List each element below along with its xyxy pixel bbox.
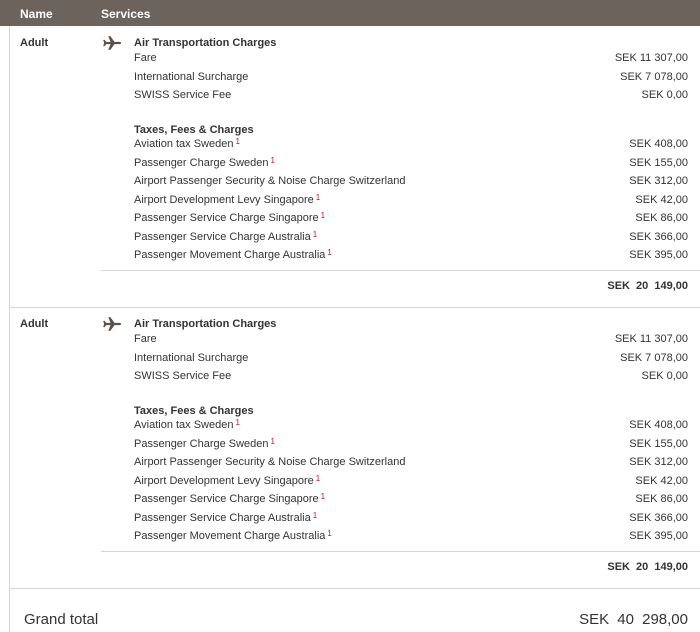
charge-amount: SEK 0,00 [641,89,688,102]
tax-amount: SEK 155,00 [629,156,688,169]
passenger-type: Adult [20,318,49,330]
tax-row [134,194,688,212]
tax-row [134,157,688,175]
tax-label: Passenger Service Charge Singapore [134,212,319,224]
tax-label: Aviation tax Sweden [134,138,234,150]
charge-row [134,89,688,107]
tax-row [134,438,688,456]
grand-total-label: Grand total [24,611,99,628]
footnote-marker[interactable]: 1 [327,248,332,257]
charge-amount: SEK 7 078,00 [620,70,688,83]
tax-amount: SEK 312,00 [629,456,688,468]
footnote-marker[interactable]: 1 [315,192,321,202]
tax-amount: SEK 312,00 [629,175,688,187]
tax-label: Passenger Charge Sweden [134,156,269,169]
tax-amount: SEK 42,00 [635,474,688,487]
footnote-marker[interactable]: 1 [235,137,240,146]
footnote-marker[interactable]: 1 [312,510,318,520]
taxes-fees-title: Taxes, Fees & Charges [134,405,254,417]
charge-amount: SEK 0,00 [641,370,688,383]
transport-charges-title: Air Transportation Charges [134,318,277,330]
footnote-marker[interactable]: 1 [320,211,326,220]
footnote-marker[interactable]: 1 [270,436,275,446]
tax-label: Passenger Charge Sweden [134,437,269,450]
tax-amount: SEK 42,00 [635,193,688,206]
airplane-icon [102,316,122,332]
footnote-marker[interactable]: 1 [320,492,326,501]
tax-amount: SEK 408,00 [629,138,688,150]
footnote-marker[interactable]: 1 [235,418,240,427]
passenger-section [0,26,700,308]
charge-amount: SEK 11 307,00 [614,333,688,345]
charge-row [134,52,688,70]
tax-label: Airport Development Levy Singapore [134,193,314,206]
subtotal-divider [101,551,700,552]
tax-amount: SEK 86,00 [635,212,688,224]
tax-label: Passenger Service Charge Australia [134,230,311,243]
passenger-subtotal: SEK 20 149,00 [607,280,688,292]
subtotal-divider [101,270,700,271]
tax-amount: SEK 366,00 [629,230,688,243]
charge-label: SWISS Service Fee [134,370,232,383]
section-divider [9,588,700,589]
tax-row [134,138,688,156]
tax-label: Passenger Movement Charge Australia [134,249,326,261]
charge-label: International Surcharge [134,70,249,83]
charge-amount: SEK 11 307,00 [614,52,688,64]
footnote-marker[interactable]: 1 [312,229,318,239]
charge-row [134,352,688,370]
tax-row [134,212,688,230]
tax-amount: SEK 395,00 [629,249,688,261]
tax-row [134,475,688,493]
transport-charges-title: Air Transportation Charges [134,37,277,49]
tax-row [134,175,688,193]
section-divider [9,307,700,308]
grand-total-amount: SEK 40 298,00 [579,611,688,628]
tax-row [134,419,688,437]
table-header [0,0,700,26]
passenger-type: Adult [20,37,49,49]
tax-label: Airport Passenger Security & Noise Charge Switzerland [134,456,406,468]
tax-label: Airport Development Levy Singapore [134,474,314,487]
tax-label: Passenger Service Charge Singapore [134,493,319,505]
passenger-subtotal: SEK 20 149,00 [607,561,688,573]
charge-amount: SEK 7 078,00 [620,351,688,364]
tax-row [134,249,688,267]
tax-row [134,456,688,474]
tax-row [134,530,688,548]
airplane-icon [102,35,122,51]
tax-label: Airport Passenger Security & Noise Charge Switzerland [134,175,406,187]
tax-amount: SEK 395,00 [629,530,688,542]
charge-row [134,71,688,89]
charge-label: SWISS Service Fee [134,89,232,102]
passenger-section [0,307,700,589]
tax-row [134,512,688,530]
footnote-marker[interactable]: 1 [327,529,332,538]
tax-amount: SEK 408,00 [629,419,688,431]
charge-label: International Surcharge [134,351,249,364]
tax-amount: SEK 155,00 [629,437,688,450]
charge-label: Fare [134,333,157,345]
tax-label: Passenger Service Charge Australia [134,511,311,524]
tax-label: Passenger Movement Charge Australia [134,530,326,542]
tax-label: Aviation tax Sweden [134,419,234,431]
footnote-marker[interactable]: 1 [270,155,275,165]
tax-amount: SEK 86,00 [635,493,688,505]
taxes-fees-title: Taxes, Fees & Charges [134,124,254,136]
column-header-name: Name [20,7,53,21]
charge-row [134,333,688,351]
tax-amount: SEK 366,00 [629,511,688,524]
column-header-services: Services [101,7,151,21]
charge-label: Fare [134,52,157,64]
tax-row [134,493,688,511]
charge-row [134,370,688,388]
footnote-marker[interactable]: 1 [315,473,321,483]
tax-row [134,231,688,249]
